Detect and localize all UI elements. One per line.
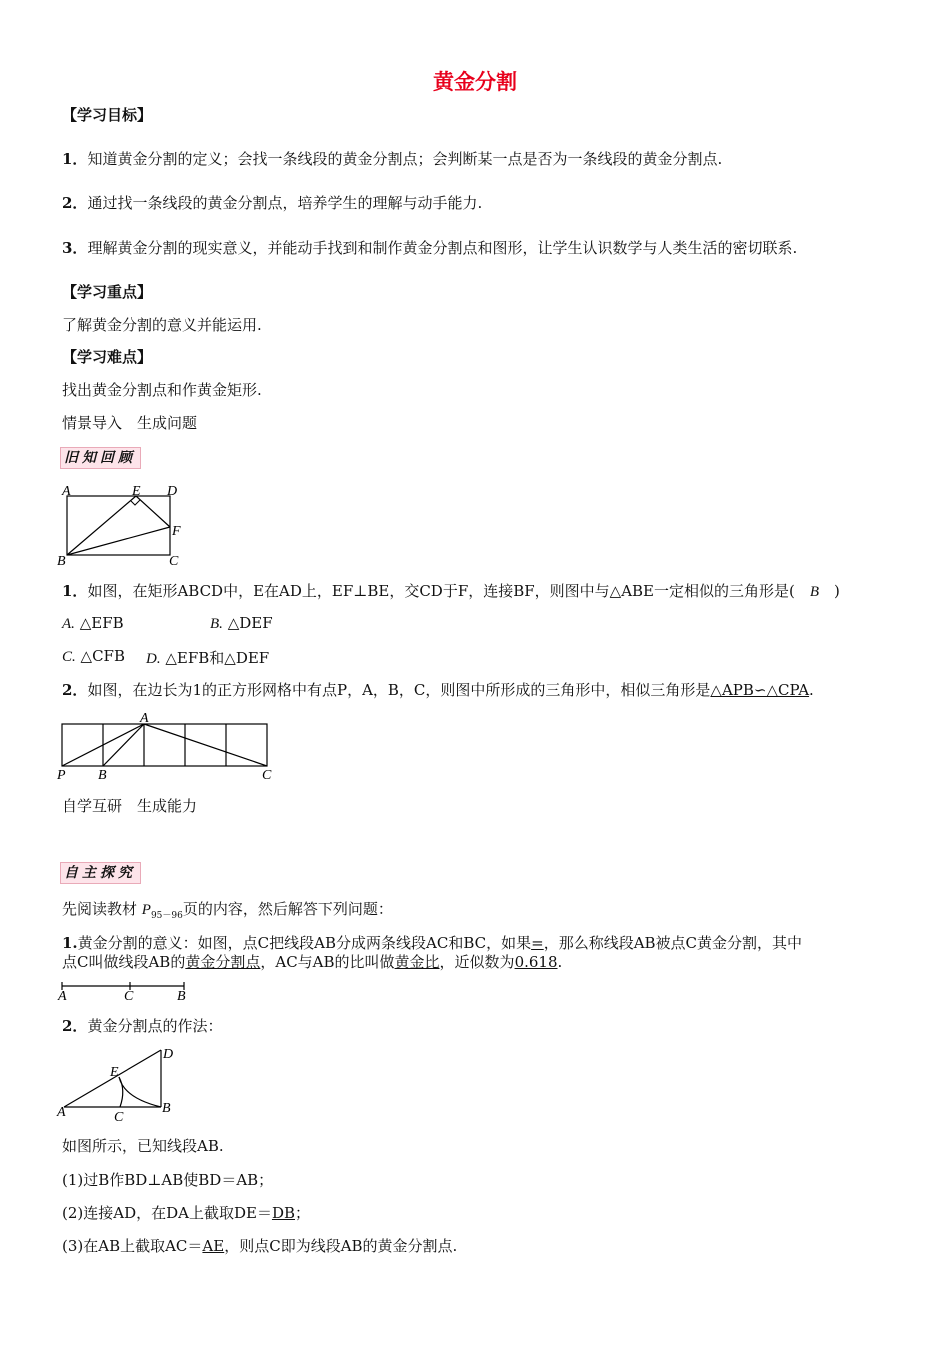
option-d-letter: D. bbox=[146, 651, 161, 667]
p1-blank-1: = bbox=[531, 934, 544, 952]
p2-num: 2． bbox=[62, 1017, 88, 1035]
fig1-label-c: C bbox=[169, 554, 179, 569]
q1-close: ) bbox=[819, 582, 840, 600]
option-b-letter: B. bbox=[210, 616, 223, 632]
fig3-label-c: C bbox=[114, 1110, 124, 1124]
segment-figure bbox=[54, 978, 204, 1004]
option-b bbox=[210, 614, 273, 633]
q2-end: . bbox=[809, 681, 814, 699]
p1-blank-4: 0.618 bbox=[514, 953, 558, 971]
option-b-text: △DEF bbox=[227, 614, 273, 632]
q2-text: 如图，在边长为1的正方形网格中有点P，A，B，C，则图中所形成的三角形中，相似三角形是 bbox=[87, 681, 711, 699]
page-title: 黄金分割 bbox=[433, 70, 517, 94]
given-text: 如图所示，已知线段AB. bbox=[62, 1137, 224, 1155]
q1-answer: B bbox=[809, 584, 820, 600]
option-d bbox=[146, 647, 269, 668]
point-2 bbox=[62, 1015, 222, 1036]
step-2-text-b: ； bbox=[295, 1204, 311, 1222]
p1-text-f: . bbox=[557, 953, 563, 971]
goal-3 bbox=[62, 237, 797, 258]
p1-num: 1. bbox=[62, 934, 78, 952]
construction-figure bbox=[54, 1042, 194, 1124]
seg-label-b: B bbox=[177, 989, 186, 1004]
goal-3-text: 理解黄金分割的现实意义，并能动手找到和制作黄金分割点和图形，让学生认识数学与人类生活的密切联系. bbox=[87, 239, 798, 257]
step-2-text-a: (2)连接AD，在DA上截取DE＝ bbox=[62, 1204, 272, 1222]
review-badge: 旧知回顾 bbox=[60, 447, 141, 469]
grid-figure bbox=[54, 708, 284, 786]
fig1-label-a: A bbox=[62, 484, 71, 499]
goal-3-num: 3． bbox=[62, 239, 88, 257]
seg-label-c: C bbox=[124, 989, 134, 1004]
fig1-label-f: F bbox=[172, 524, 181, 539]
p1-blank-2: 黄金分割点 bbox=[185, 953, 261, 971]
goal-2-text: 通过找一条线段的黄金分割点，培养学生的理解与动手能力. bbox=[87, 194, 483, 212]
point-1-line-1 bbox=[62, 932, 802, 953]
goal-1-num: 1． bbox=[62, 150, 88, 168]
q2-answer: △APB∽△CPA bbox=[710, 681, 810, 699]
fig3-label-d: D bbox=[163, 1047, 174, 1062]
key-text: 了解黄金分割的意义并能运用. bbox=[62, 316, 262, 334]
option-c bbox=[62, 647, 125, 666]
point-1-line-2 bbox=[62, 951, 562, 972]
option-a-letter: A. bbox=[62, 616, 75, 632]
intro-text-a: 先阅读教材 bbox=[62, 900, 142, 918]
fig1-label-e: E bbox=[132, 484, 141, 499]
step-2-blank: DB bbox=[271, 1204, 296, 1222]
seg-label-a: A bbox=[58, 989, 67, 1004]
intro-text-b: 页的内容，然后解答下列问题： bbox=[182, 900, 393, 918]
fig1-label-b: B bbox=[57, 554, 66, 569]
q1-text: 如图，在矩形ABCD中，E在AD上，EF⊥BE，交CD于F，连接BF，则图中与△ABE一定相似的三角形是( bbox=[87, 582, 810, 600]
step-3-blank: AE bbox=[202, 1237, 225, 1255]
p1-text-b: ，那么称线段AB被点C黄金分割，其中 bbox=[543, 934, 803, 952]
option-c-text: △CFB bbox=[80, 647, 125, 665]
goal-1 bbox=[62, 148, 722, 169]
goal-2-num: 2． bbox=[62, 194, 88, 212]
step-2 bbox=[62, 1202, 310, 1223]
option-d-text: △EFB和△DEF bbox=[165, 649, 270, 667]
step-3-text-a: (3)在AB上截取AC＝ bbox=[62, 1237, 203, 1255]
fig2-label-a: A bbox=[140, 711, 149, 726]
goal-2 bbox=[62, 192, 482, 213]
p1-blank-3: 黄金比 bbox=[394, 953, 440, 971]
q2-num: 2． bbox=[62, 681, 88, 699]
q1-num: 1． bbox=[62, 582, 88, 600]
key-heading: 【学习重点】 bbox=[62, 283, 153, 301]
question-2 bbox=[62, 679, 814, 700]
intro-page: P bbox=[141, 902, 151, 918]
rectangle-figure bbox=[54, 480, 194, 570]
p1-text-c: 点C叫做线段AB的 bbox=[62, 953, 186, 971]
fig2-label-c: C bbox=[262, 768, 272, 783]
p1-text-e: ，近似数为 bbox=[439, 953, 515, 971]
question-1 bbox=[62, 580, 840, 601]
fig3-label-b: B bbox=[162, 1101, 171, 1116]
p1-text-d: ，AC与AB的比叫做 bbox=[260, 953, 395, 971]
intro-label: 情景导入 生成问题 bbox=[62, 414, 198, 432]
self-study-label: 自学互研 生成能力 bbox=[62, 797, 198, 815]
goals-heading: 【学习目标】 bbox=[62, 106, 153, 124]
step-3 bbox=[62, 1235, 457, 1256]
difficult-text: 找出黄金分割点和作黄金矩形. bbox=[62, 381, 262, 399]
option-a bbox=[62, 614, 124, 633]
fig2-label-p: P bbox=[57, 768, 66, 783]
fig3-label-a: A bbox=[57, 1105, 66, 1120]
option-a-text: △EFB bbox=[79, 614, 124, 632]
p2-text: 黄金分割点的作法： bbox=[87, 1017, 223, 1035]
fig1-label-d: D bbox=[167, 484, 178, 499]
explore-intro bbox=[62, 898, 393, 921]
fig3-label-e: E bbox=[110, 1065, 119, 1080]
goal-1-text: 知道黄金分割的定义；会找一条线段的黄金分割点；会判断某一点是否为一条线段的黄金分割点. bbox=[87, 150, 723, 168]
difficult-heading: 【学习难点】 bbox=[62, 348, 153, 366]
step-1: (1)过B作BD⊥AB使BD＝AB； bbox=[62, 1171, 274, 1189]
p1-text-a: 黄金分割的意义：如图，点C把线段AB分成两条线段AC和BC，如果 bbox=[77, 934, 532, 952]
explore-badge: 自主探究 bbox=[60, 862, 141, 884]
fig2-label-b: B bbox=[98, 768, 107, 783]
option-c-letter: C. bbox=[62, 649, 76, 665]
intro-pages: 95－96 bbox=[150, 911, 183, 921]
step-3-text-b: ，则点C即为线段AB的黄金分割点. bbox=[224, 1237, 458, 1255]
